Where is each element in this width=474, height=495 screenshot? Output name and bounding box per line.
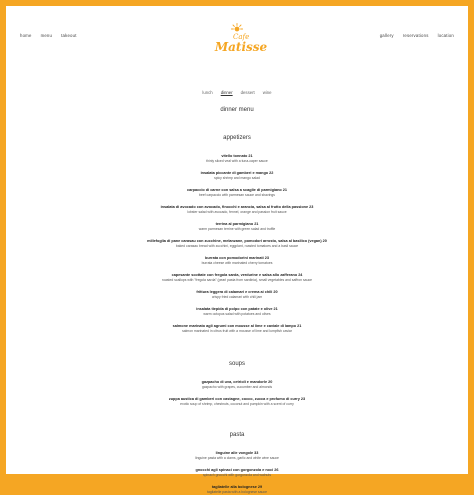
menu-item-description: linguine pasta with a clams, garlic and white wine sauce bbox=[195, 456, 279, 460]
nav-link-location[interactable]: location bbox=[437, 33, 454, 38]
section-heading-appetizers: appetizers bbox=[223, 135, 251, 141]
menu-item-description: warm parmesan terrine with green salad and truffle bbox=[198, 227, 276, 231]
nav-link-takeout[interactable]: takeout bbox=[61, 33, 77, 38]
menu-item-name: zuppa austica di gamberi con castagne, cocco, zucca e profumo di curry 23 bbox=[168, 397, 306, 401]
menu-item bbox=[6, 451, 468, 461]
menu-item-description: exotic soup of shrimp, chestnuts, coconut and pumpkin with a scent of curry bbox=[180, 402, 294, 406]
menu-item-name: terrina al parmigiano 21 bbox=[215, 222, 259, 226]
menu-item-name: capesante scottate con fregola sarda, verdurine e salsa allo zafferano 24 bbox=[171, 273, 303, 277]
sun-icon bbox=[231, 23, 242, 31]
menu-item-name: frittura leggera di calamari e crema ai chili 20 bbox=[196, 290, 278, 294]
menu-item bbox=[6, 188, 468, 198]
menu-item bbox=[6, 154, 468, 164]
menu-item-description: thinly sliced veal with a tuna-caper sauce bbox=[206, 159, 268, 163]
tab-dessert[interactable]: dessert bbox=[240, 90, 255, 95]
menu-item-name: linguine alle vongole 33 bbox=[215, 451, 259, 455]
menu-item bbox=[6, 485, 468, 495]
menu-item-name: salmone marinato agli agrumi con mousse al lime e caviale di lampo 21 bbox=[172, 324, 302, 328]
section-heading-pasta: pasta bbox=[229, 432, 245, 438]
menu-item-description: spinach gnocchi with gorgonzola and walnuts bbox=[202, 473, 272, 477]
menu-item bbox=[6, 205, 468, 215]
menu-item-name: insalata tiepida di polpo con patate e olive 21 bbox=[196, 307, 278, 311]
menu-item-name: gazpacho di uva, cetrioli e mandorle 20 bbox=[201, 380, 273, 384]
tab-lunch[interactable]: lunch bbox=[202, 90, 213, 95]
menu-item bbox=[6, 256, 468, 266]
menu-item bbox=[6, 324, 468, 334]
menu-item-description: spicy shrimp and mango salad bbox=[214, 176, 260, 180]
logo-line1: Cafe bbox=[233, 33, 250, 41]
menu-item-description: tagliatelle pasta with a bolognese sauce bbox=[207, 490, 267, 494]
menu-item-description: salmon marinated in citrus fruit with a mousse of lime and lumpfish caviar bbox=[182, 329, 292, 333]
menu-item-name: burrata con pomodorini marinati 23 bbox=[205, 256, 269, 260]
menu-item bbox=[6, 273, 468, 283]
menu-title: dinner menu bbox=[220, 107, 254, 113]
menu-item-description: roasted scallops with "fregola sarda" (pearl pasta from sardinia), small vegetables and saffron sauce bbox=[161, 278, 313, 282]
primary-nav-left bbox=[20, 33, 77, 38]
nav-link-menu[interactable]: menu bbox=[40, 33, 53, 38]
menu-item-description: burrata cheese with marinated cherry tomatoes bbox=[201, 261, 273, 265]
menu-item-name: insalata di avocado con avocado, finocchi e arancia, salsa al frutto della passione 23 bbox=[160, 205, 314, 209]
menu-item bbox=[6, 290, 468, 300]
menu-item bbox=[6, 468, 468, 478]
primary-nav-right bbox=[380, 33, 454, 38]
menu-item bbox=[6, 239, 468, 249]
tab-dinner[interactable]: dinner bbox=[220, 90, 233, 95]
cafe-matisse-logo[interactable] bbox=[213, 22, 269, 56]
menu-item bbox=[6, 307, 468, 317]
menu-item-name: gnocchi agli spinaci con gorgonzola e noci 26 bbox=[195, 468, 279, 472]
menu-item-name: carpaccio di carne con salsa a scaglie di parmigiano 21 bbox=[186, 188, 288, 192]
menu-item-name: vitello tonnato 21 bbox=[221, 154, 253, 158]
tab-wine[interactable]: wine bbox=[262, 90, 272, 95]
section-heading-soups: soups bbox=[228, 361, 245, 367]
page-frame bbox=[6, 6, 468, 494]
nav-link-home[interactable]: home bbox=[20, 33, 32, 38]
menu-item bbox=[6, 171, 468, 181]
menu-item-description: lobster salad with avocado, fennel, orange and passion fruit sauce bbox=[187, 210, 287, 214]
menu-item bbox=[6, 380, 468, 390]
menu-item-name: millefoglia di pane carasau con zucchine, melanzane, pomodori arrosto, salsa al basilico (vegan) 20 bbox=[147, 239, 327, 243]
menu-tabs bbox=[6, 90, 468, 95]
menu-item-description: crispy fried calamari with chili jam bbox=[211, 295, 263, 299]
menu-item-name: insalata piccante di gamberi e mango 22 bbox=[200, 171, 274, 175]
menu-item-description: baked carasau bread with zucchini, eggplant, roasted tomatoes and a basil sauce bbox=[175, 244, 299, 248]
menu-item-description: beef carpaccio with parmesan sauce and shavings bbox=[199, 193, 275, 197]
menu-item-name: tagliatelle alla bolognese 29 bbox=[211, 485, 263, 489]
menu-item-description: gazpacho with grapes, cucumber and almonds bbox=[201, 385, 273, 389]
nav-link-gallery[interactable]: gallery bbox=[379, 33, 394, 38]
menu-item bbox=[6, 397, 468, 407]
menu-item-description: warm octopus salad with potatoes and olives bbox=[203, 312, 271, 316]
nav-link-reservations[interactable]: reservations bbox=[402, 33, 429, 38]
logo-line2: Matisse bbox=[214, 40, 268, 54]
menu-item bbox=[6, 222, 468, 232]
